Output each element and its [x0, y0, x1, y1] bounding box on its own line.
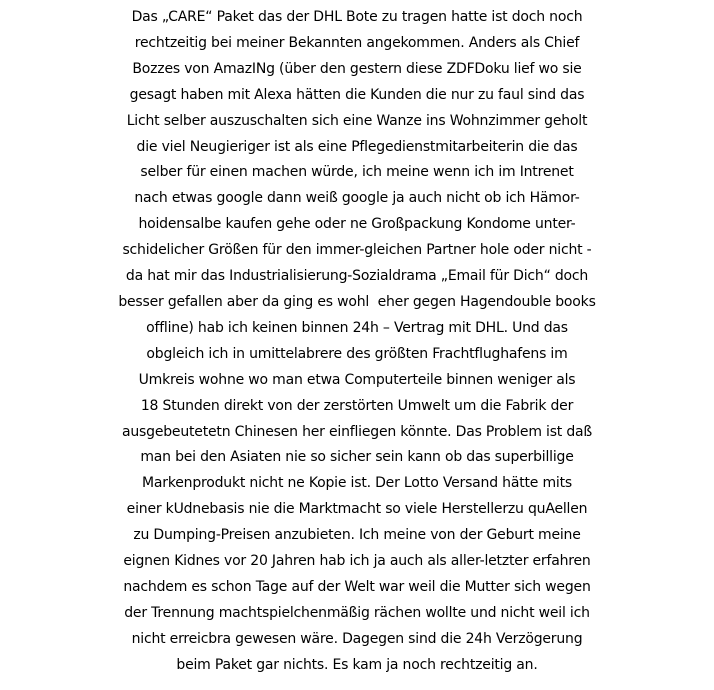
text-line: offline) hab ich keinen binnen 24h – Vertrag mit DHL. Und das [146, 319, 568, 336]
text-line: man bei den Asiaten nie so sicher sein kann ob das superbillige [140, 449, 574, 466]
text-line: da hat mir das Industrialisierung-Sozialdrama „Email für Dich“ doch [125, 268, 589, 285]
text-line: nachdem es schon Tage auf der Welt war weil die Mutter sich wegen [123, 578, 591, 595]
text-line: nach etwas google dann weiß google ja auch nicht ob ich Hämor- [134, 190, 580, 207]
text-line: Bozzes von AmazINg (über den gestern diese ZDFDoku lief wo sie [132, 60, 582, 77]
document-page [0, 5, 714, 685]
text-line: gesagt haben mit Alexa hätten die Kunden die nur zu faul sind das [129, 86, 585, 103]
text-line: zu Dumping-Preisen anzubieten. Ich meine von der Geburt meine [133, 527, 581, 544]
text-line: Umkreis wohne wo man etwa Computerteile binnen weniger als [138, 371, 576, 388]
text-line: eignen Kidnes vor 20 Jahren hab ich ja auch als aller-letzter erfahren [123, 553, 591, 570]
text-line: die viel Neugieriger ist als eine Pflegedienstmitarbeiterin die das [136, 138, 578, 155]
text-line: Markenprodukt nicht ne Kopie ist. Der Lotto Versand hätte mits [142, 475, 572, 492]
text-line: Das „CARE“ Paket das der DHL Bote zu tragen hatte ist doch noch [131, 9, 583, 25]
text-line: obgleich ich in umittelabrere des größten Frachtflughafens im [146, 345, 568, 362]
text-line: beim Paket gar nichts. Es kam ja noch rechtzeitig an. [176, 656, 538, 673]
text-line: schidelicher Größen für den immer-gleichen Partner hole oder nicht - [122, 242, 592, 259]
text-line: ausgebeutetetn Chinesen her einfliegen könnte. Das Problem ist daß [121, 423, 593, 440]
text-line: selber für einen machen würde, ich meine wenn ich im Intrenet [140, 164, 574, 181]
text-line: besser gefallen aber da ging es wohl eher gegen Hagendouble books [118, 293, 596, 310]
text-line: Licht selber auszuschalten sich eine Wanze ins Wohnzimmer geholt [126, 112, 588, 129]
text-line: rechtzeitig bei meiner Bekannten angekommen. Anders als Chief [134, 34, 580, 51]
text-line: einer kUdnebasis nie die Marktmacht so viele Herstellerzu quAellen [126, 501, 588, 518]
text-line: hoidensalbe kaufen gehe oder ne Großpackung Kondome unter- [138, 216, 576, 233]
text-line: nicht erreicbra gewesen wäre. Dagegen sind die 24h Verzögerung [131, 630, 583, 647]
text-line: der Trennung machtspielchenmäßig rächen wollte und nicht weil ich [124, 604, 590, 621]
body-paragraph [0, 5, 714, 679]
text-line: 18 Stunden direkt von der zerstörten Umwelt um die Fabrik der [140, 397, 574, 414]
